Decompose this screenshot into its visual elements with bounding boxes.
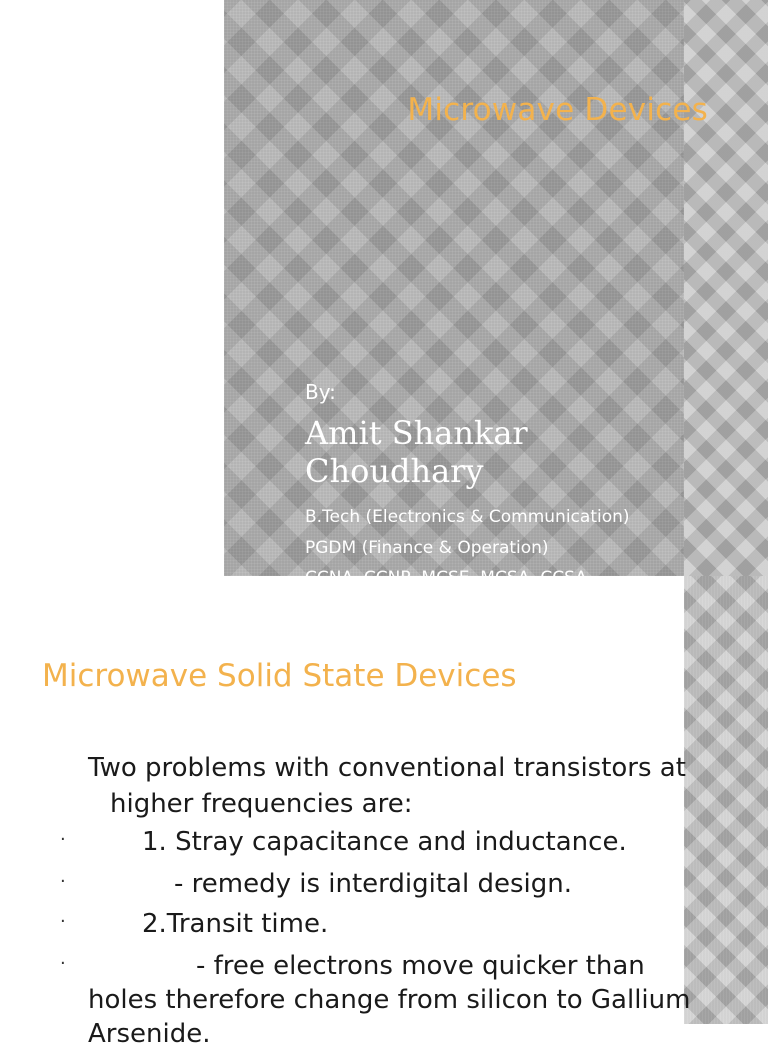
bullet-dot-icon: · [60,871,66,892]
author-name: Amit Shankar Choudhary [305,414,528,490]
bullet-dot-icon: · [60,911,66,932]
bullet-item [0,906,768,942]
intro-paragraph [88,750,728,822]
bullet-continuation: holes therefore change from silicon to Gallium [88,985,691,1015]
credential-pgdm: PGDM (Finance & Operation) [305,538,549,558]
slide-heading: Microwave Solid State Devices [42,658,517,694]
bullet-text: 1. Stray capacitance and inductance. [142,827,627,857]
slide-title: Microwave Devices [407,92,708,128]
credential-certifications [305,568,587,576]
bullet-text: - remedy is interdigital design. [174,869,572,899]
bullet-item [0,824,768,860]
bullet-item [0,866,768,902]
bullet-continuation-2: Arsenide. [88,1019,211,1049]
bullet-dot-icon: · [60,953,66,974]
decorative-right-strip [684,0,768,576]
bullet-item [0,948,768,984]
bullet-text: - free electrons move quicker than [196,951,645,981]
intro-line-2: higher frequencies are: [110,789,413,819]
bullet-text: 2.Transit time. [142,909,329,939]
slide-body [0,576,768,1049]
intro-line-1: Two problems with conventional transistors at [88,753,686,783]
bullet-dot-icon: · [60,829,66,850]
content-slide [0,576,768,1049]
credential-btech: B.Tech (Electronics & Communication) [305,507,630,527]
by-label: By: [305,380,336,404]
